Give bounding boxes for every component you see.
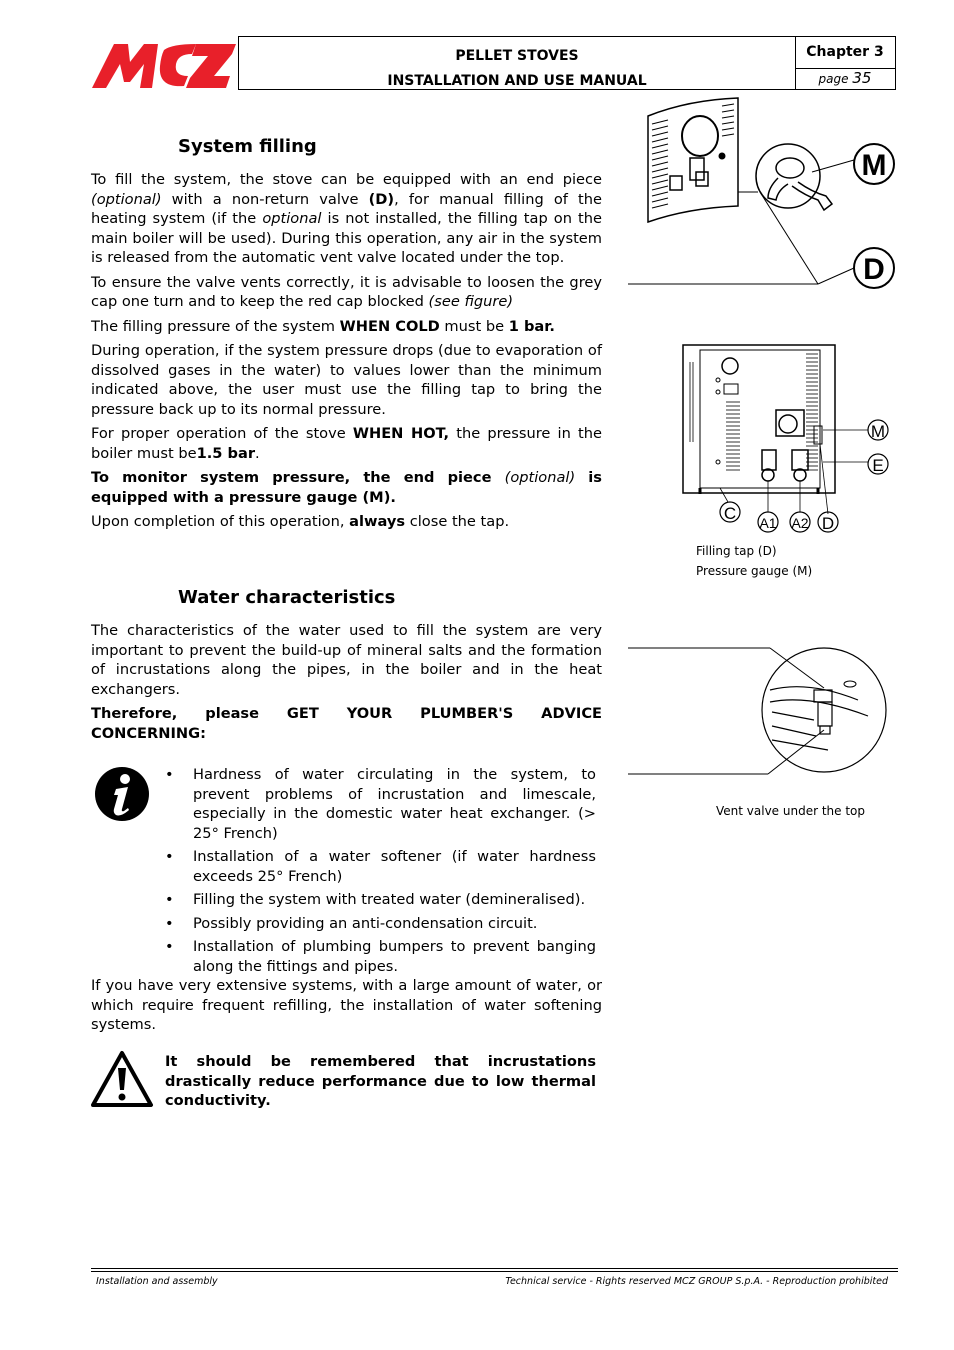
warning-icon (90, 1050, 154, 1108)
figure-caption: Vent valve under the top (716, 804, 866, 818)
system-filling-body (91, 170, 602, 537)
paragraph: To monitor system pressure, the end piece (optional) is equipped with a pressure gauge (M). (91, 469, 602, 506)
callout-label: M (861, 149, 887, 182)
paragraph: The characteristics of the water used to fill the system are very important to prevent the build-up of mineral salts and the formation of incrustations along the pipes, in the boiler and in the heat exchangers. (91, 622, 602, 698)
callout-label: D (863, 253, 885, 286)
paragraph: For proper operation of the stove WHEN HOT, the pressure in the boiler must be1.5 bar. (91, 425, 602, 462)
header-box (238, 36, 896, 90)
footer-right-text: Technical service - Rights reserved MCZ GROUP S.p.A. - Reproduction prohibited (505, 1276, 888, 1287)
list-item: • Hardness of water circulating in the system, to prevent problems of incrustation and limescale, especially in the domestic water heat exchanger. (> 25° French) (165, 765, 596, 843)
callout-label: E (872, 456, 884, 475)
paragraph: To fill the system, the stove can be equipped with an end piece (optional) with a non-return valve (D), for manual filling of the heating system (if the optional is not installed, the filling tap on the main boiler will be used). During this operation, any air in the system is released from the automatic vent valve located under the top. (91, 171, 602, 266)
doc-title-line1: PELLET STOVES (455, 48, 579, 64)
paragraph: If you have very extensive systems, with a large amount of water, or which require frequent refilling, the installation of water softening systems. (91, 977, 602, 1033)
chapter-label: Chapter 3 (795, 37, 895, 69)
svg-text:MCZ: MCZ (92, 42, 95, 43)
list-item: • Installation of plumbing bumpers to prevent banging along the fittings and pipes. (165, 937, 596, 976)
callout-label: C (723, 504, 737, 523)
figure-stove-back (680, 342, 898, 538)
paragraph: Upon completion of this operation, always close the tap. (91, 513, 510, 530)
mcz-logo (92, 42, 236, 88)
figure-end-piece (628, 96, 898, 292)
header-chapter-cell (795, 37, 895, 89)
footer-rule (91, 1268, 898, 1269)
list-item: • Installation of a water softener (if water hardness exceeds 25° French) (165, 847, 596, 886)
figure-vent-valve (628, 640, 890, 780)
warning-text: It should be remembered that incrustations drastically reduce performance due to low thermal conductivity. (165, 1053, 596, 1109)
page-number: page 35 (818, 69, 872, 87)
paragraph: Therefore, please GET YOUR PLUMBER'S ADVICE CONCERNING: (91, 705, 602, 742)
doc-title-line2: INSTALLATION AND USE MANUAL (387, 73, 647, 89)
callout-label: A2 (791, 515, 809, 531)
callout-label: A1 (759, 515, 777, 531)
water-body (91, 621, 602, 748)
list-item: • Filling the system with treated water (demineralised). (165, 890, 596, 910)
paragraph: The filling pressure of the system WHEN COLD must be 1 bar. (91, 317, 555, 335)
info-icon (94, 766, 150, 822)
callout-label: D (821, 514, 835, 533)
paragraph: During operation, if the system pressure drops (due to evaporation of dissolved gases in the water) to values lower than the minimum indicated above, the user must use the filling tap to bring the pressure back up to its normal pressure. (91, 342, 602, 418)
footer-left-text: Installation and assembly (96, 1276, 218, 1287)
header-title-cell (239, 37, 796, 89)
footer-rule (91, 1271, 898, 1272)
figure-caption: Pressure gauge (M) (696, 564, 813, 578)
figure-caption: Filling tap (D) (696, 544, 777, 558)
callout-label: M (870, 422, 886, 441)
advice-list (165, 765, 596, 980)
list-item: • Possibly providing an anti-condensation circuit. (165, 914, 596, 934)
water-body-2 (91, 976, 602, 1040)
paragraph: To ensure the valve vents correctly, it is advisable to loosen the grey cap one turn and to keep the red cap blocked (see figure) (91, 273, 602, 310)
section-heading-system-filling: System filling (178, 136, 317, 157)
section-heading-water: Water characteristics (178, 587, 396, 608)
